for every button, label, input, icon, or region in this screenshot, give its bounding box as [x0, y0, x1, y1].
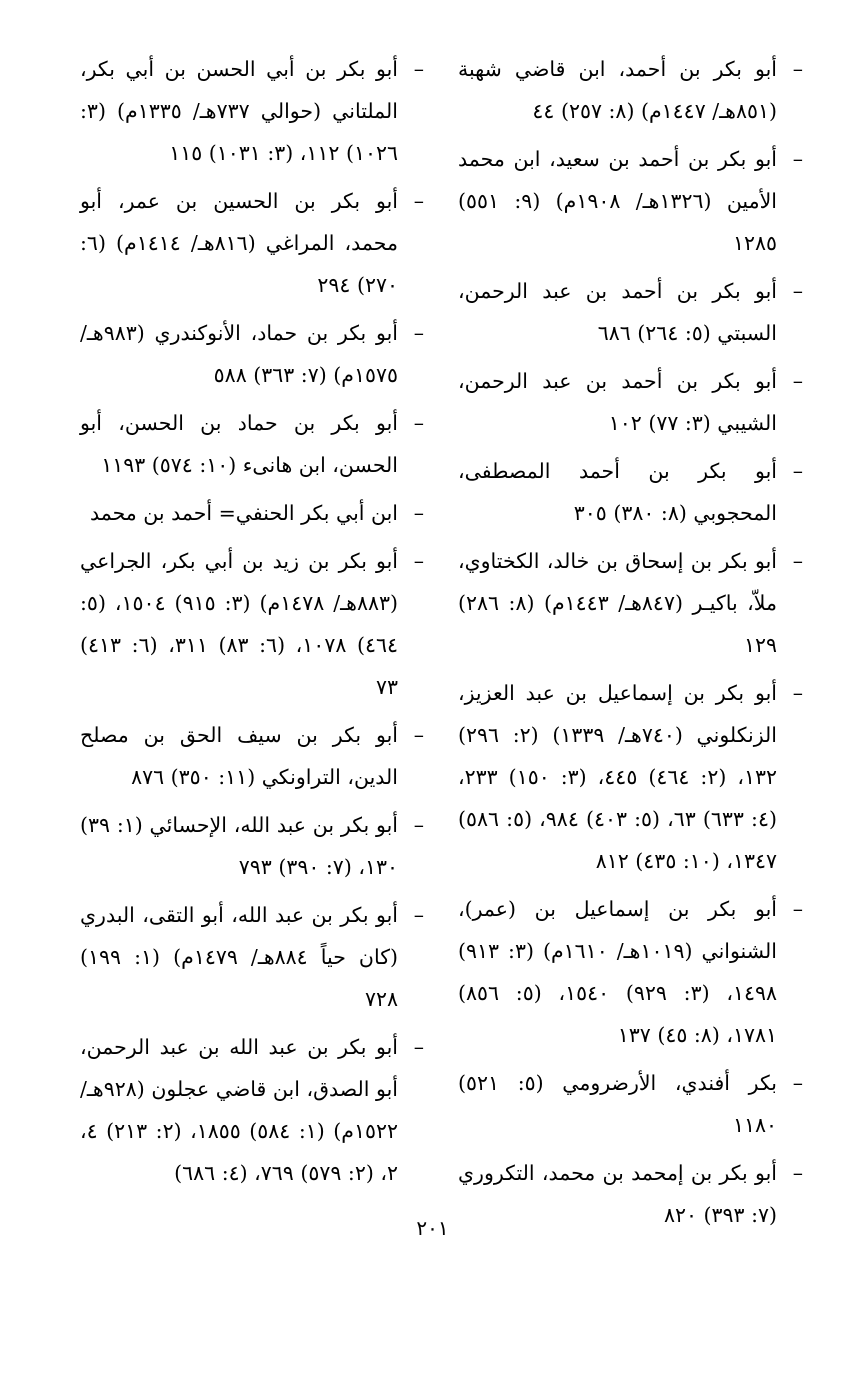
entry-dash: – — [413, 189, 424, 213]
index-entry — [458, 138, 803, 264]
entry-dash: – — [413, 57, 424, 81]
entry-text: أبو بكر بن أحمد بن عبد الرحمن، الشيبي (٣: ٧٧) ١٠٢ — [458, 369, 777, 435]
entry-text: أبو بكر بن زيد بن أبي بكر، الجراعي (٨٨٣هـ/ ١٤٧٨م) (٣: ٩١٥) ١٥٠٤، (٥: ٤٦٤) ١٠٧٨، (٦: ٨٣) ٣١١، (٦: ٤١٣) ٧٣ — [80, 549, 398, 699]
entry-dash: – — [413, 549, 424, 573]
entry-text: أبو بكر بن أحمد بن عبد الرحمن، السبتي (٥: ٢٦٤) ٦٨٦ — [458, 279, 777, 345]
index-entry — [458, 540, 803, 666]
entry-text: بكر أفندي، الأرضرومي (٥: ٥٢١) ١١٨٠ — [458, 1071, 777, 1137]
index-entry — [80, 48, 424, 174]
entry-text: أبو بكر بن حماد، الأنوكندري (٩٨٣هـ/ ١٥٧٥م) (٧: ٣٦٣) ٥٨٨ — [80, 321, 398, 387]
entry-dash: – — [792, 57, 803, 81]
entry-text: أبو بكر بن حماد بن الحسن، أبو الحسن، ابن هانىء (١٠: ٥٧٤) ١١٩٣ — [80, 411, 398, 477]
entry-text: أبو بكر بن عبد الله، الإحسائي (١: ٣٩) ١٣٠، (٧: ٣٩٠) ٧٩٣ — [80, 813, 398, 879]
entry-dash: – — [413, 411, 424, 435]
entry-dash: – — [792, 147, 803, 171]
index-entry — [80, 312, 424, 396]
entry-text: ابن أبي بكر الحنفي= أحمد بن محمد — [89, 501, 398, 525]
index-entry — [458, 1062, 803, 1146]
index-entry — [80, 540, 424, 708]
index-entry — [458, 888, 803, 1056]
entry-dash: – — [792, 897, 803, 921]
entry-text: أبو بكر بن أحمد، ابن قاضي شهبة (٨٥١هـ/ ١٤٤٧م) (٨: ٢٥٧) ٤٤ — [458, 57, 777, 123]
index-entry — [80, 402, 424, 486]
entry-dash: – — [413, 501, 424, 525]
index-column-left — [80, 48, 424, 1200]
index-entry — [80, 180, 424, 306]
entry-dash: – — [792, 1161, 803, 1185]
entry-dash: – — [413, 813, 424, 837]
entry-text: أبو بكر بن إسماعيل بن (عمر)، الشنواني (١٠١٩هـ/ ١٦١٠م) (٣: ٩١٣) ١٤٩٨، (٣: ٩٢٩) ١٥٤٠، (٥: ٨٥٦) ١٧٨١، (٨: ٤٥) ١٣٧ — [458, 897, 777, 1047]
entry-text: أبو بكر بن إسحاق بن خالد، الكختاوي، ملاّ، باكيـر (٨٤٧هـ/ ١٤٤٣م) (٨: ٢٨٦) ١٢٩ — [458, 549, 777, 657]
index-entry — [458, 450, 803, 534]
index-entry — [80, 804, 424, 888]
entry-text: أبو بكر بن أبي الحسن بن أبي بكر، الملتاني (حوالي ٧٣٧هـ/ ١٣٣٥م) (٣: ١٠٢٦) ١١٢، (٣: ١٠٣١) ١١٥ — [80, 57, 398, 165]
entry-text: أبو بكر بن عبد الله بن عبد الرحمن، أبو الصدق، ابن قاضي عجلون (٩٢٨هـ/ ١٥٢٢م) (١: ٥٨٤) ١٨٥٥، (٢: ٢١٣) ٤، ٢، (٢: ٥٧٩) ٧٦٩، (٤: ٦٨٦) — [80, 1035, 398, 1185]
entry-dash: – — [792, 1071, 803, 1095]
index-column-right — [458, 48, 803, 1242]
entry-text: أبو بكر بن عبد الله، أبو التقى، البدري (كان حياً ٨٨٤هـ/ ١٤٧٩م) (١: ١٩٩) ٧٢٨ — [80, 903, 398, 1011]
entry-text: أبو بكر بن الحسين بن عمر، أبو محمد، المراغي (٨١٦هـ/ ١٤١٤م) (٦: ٢٧٠) ٢٩٤ — [80, 189, 398, 297]
page-number: ٢٠١ — [416, 1216, 449, 1240]
index-entry — [80, 894, 424, 1020]
index-entry — [458, 672, 803, 882]
entry-dash: – — [792, 681, 803, 705]
index-entry — [458, 48, 803, 132]
entry-dash: – — [413, 723, 424, 747]
entry-text: أبو بكر بن أحمد بن سعيد، ابن محمد الأمين (١٣٢٦هـ/ ١٩٠٨م) (٩: ٥٥١) ١٢٨٥ — [458, 147, 777, 255]
entry-dash: – — [413, 1035, 424, 1059]
index-entry — [80, 492, 424, 534]
entry-dash: – — [413, 321, 424, 345]
entry-dash: – — [792, 549, 803, 573]
entry-dash: – — [792, 459, 803, 483]
index-entry — [458, 360, 803, 444]
index-entry — [80, 714, 424, 798]
entry-dash: – — [792, 369, 803, 393]
index-entry — [458, 270, 803, 354]
entry-text: أبو بكر بن إسماعيل بن عبد العزيز، الزنكلوني (٧٤٠هـ/ ١٣٣٩) (٢: ٢٩٦) ١٣٢، (٢: ٤٦٤) ٤٤٥، (٣: ١٥٠) ٢٣٣، (٤: ٦٣٣) ٦٣، (٥: ٤٠٣) ٩٨٤، (٥: ٥٨٦) ١٣٤٧، (١٠: ٤٣٥) ٨١٢ — [458, 681, 778, 873]
entry-dash: – — [413, 903, 424, 927]
entry-text: أبو بكر بن إمحمد بن محمد، التكروري (٧: ٣٩٣) ٨٢٠ — [458, 1161, 777, 1227]
entry-dash: – — [792, 279, 803, 303]
index-entry — [80, 1026, 424, 1194]
entry-text: أبو بكر بن سيف الحق بن مصلح الدين، التراونكي (١١: ٣٥٠) ٨٧٦ — [80, 723, 398, 789]
entry-text: أبو بكر بن أحمد المصطفى، المحجوبي (٨: ٣٨٠) ٣٠٥ — [458, 459, 777, 525]
